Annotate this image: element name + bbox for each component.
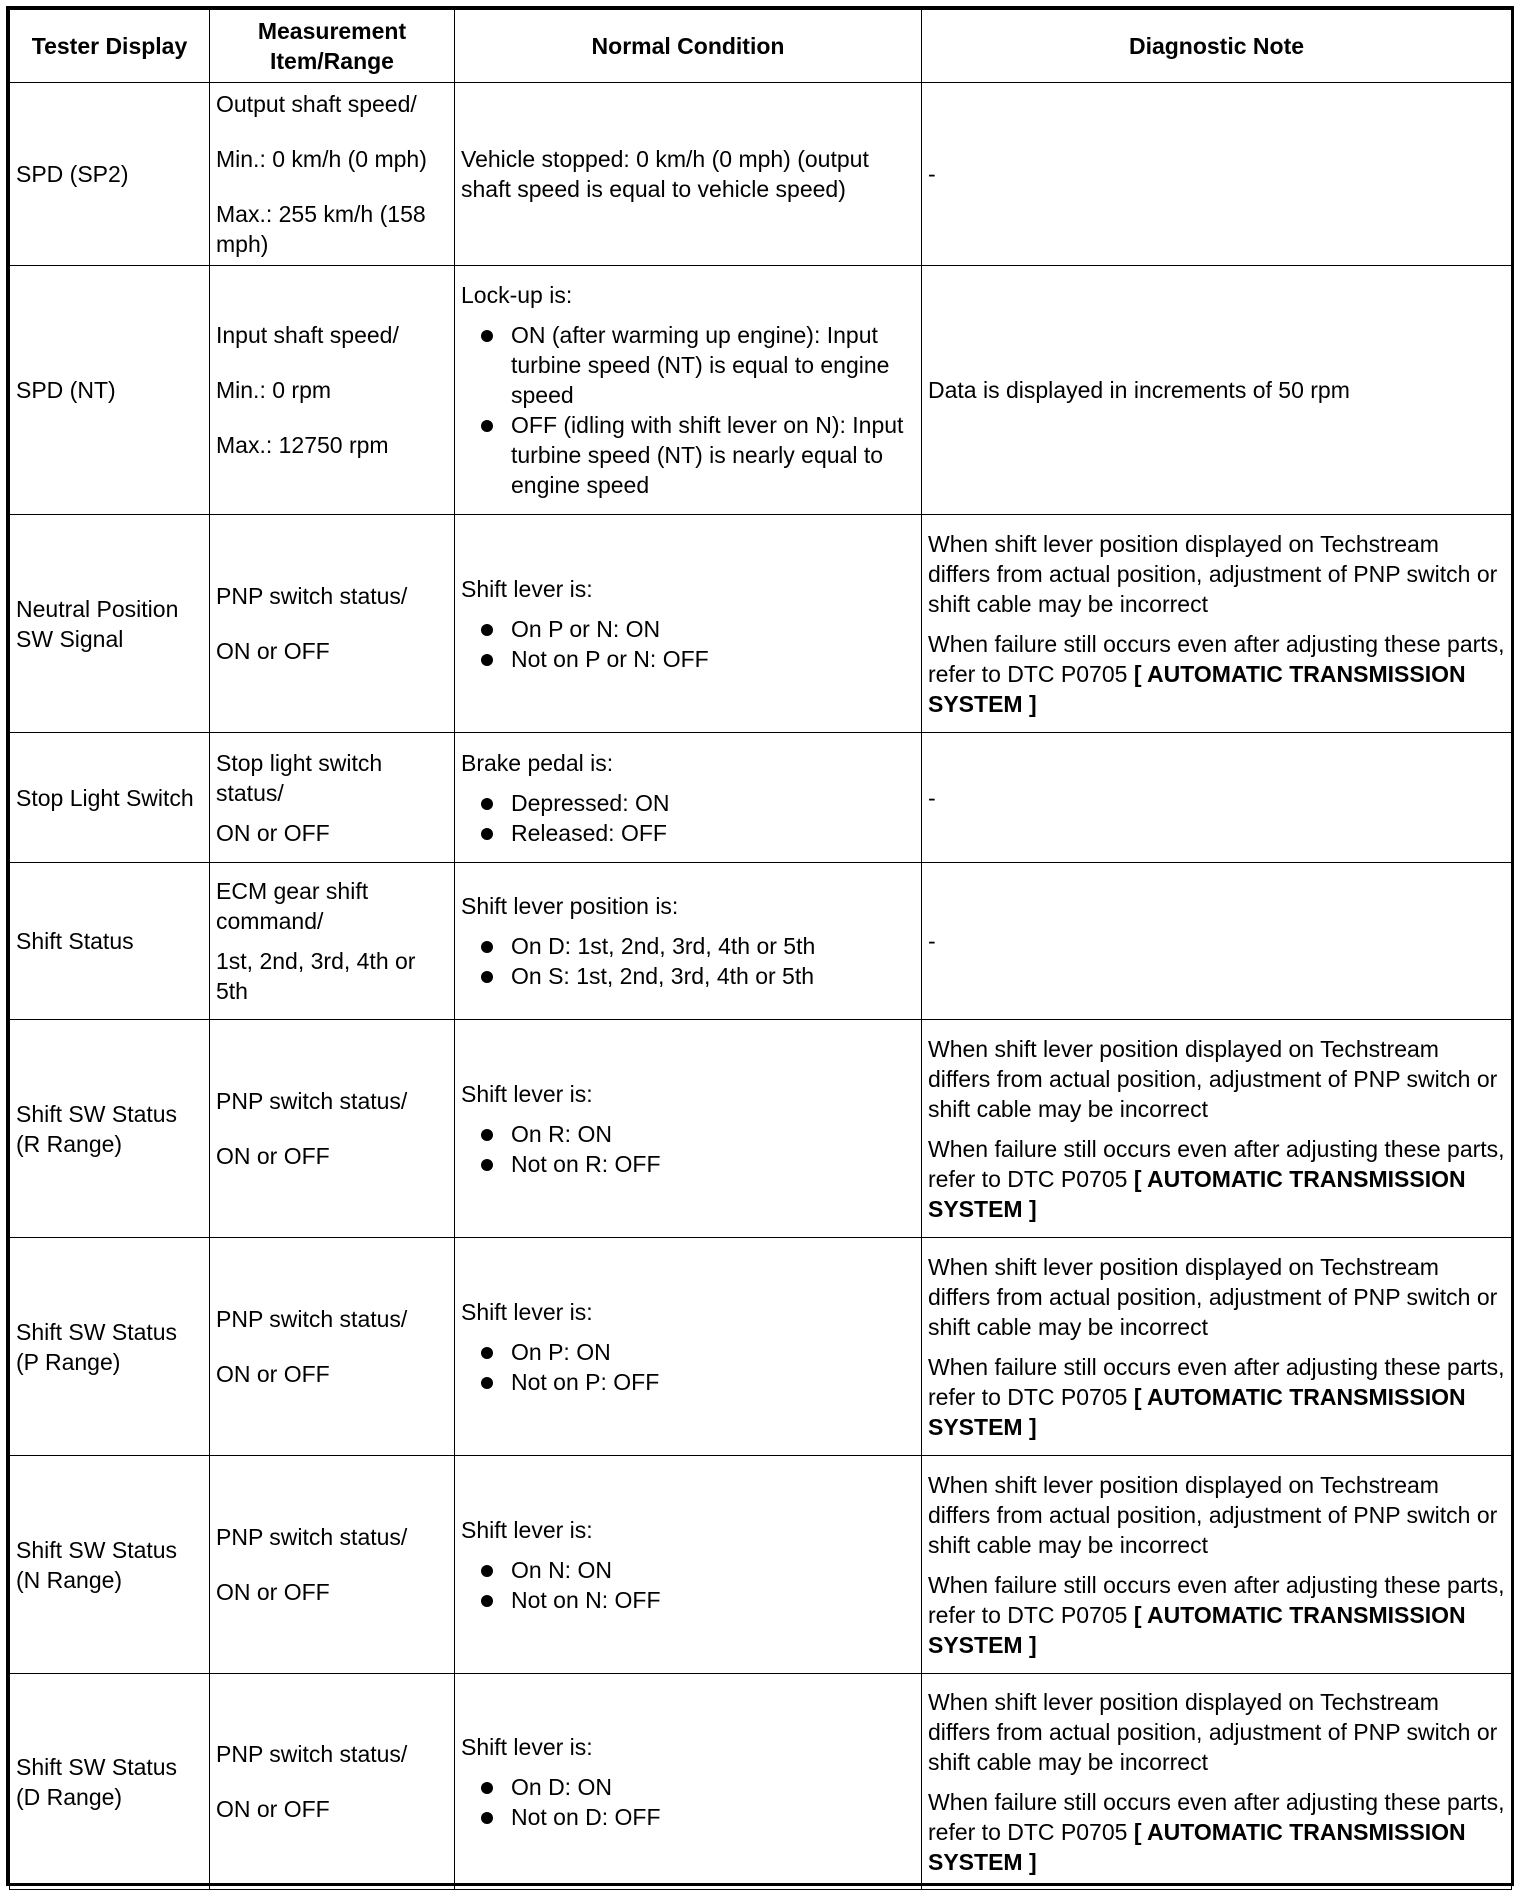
automatic-transmission-link[interactable]: [ AUTOMATIC TRANSMISSION SYSTEM ] xyxy=(928,660,1466,717)
table-row xyxy=(10,1238,1512,1456)
table-row xyxy=(10,515,1512,733)
list-item: Released: OFF xyxy=(461,818,915,848)
header-measurement-item: Measurement Item/Range xyxy=(210,10,455,83)
item-text: PNP switch status/ xyxy=(216,583,408,609)
note-failure-text: When failure still occurs even after adjusting these parts, refer to DTC P0705 xyxy=(928,1571,1505,1628)
condition-intro: Shift lever is: xyxy=(461,575,593,602)
list-item: Depressed: ON xyxy=(461,788,915,818)
diagnostic-note-cell: - xyxy=(922,733,1512,863)
header-normal-condition: Normal Condition xyxy=(455,10,922,83)
note-position-mismatch: When shift lever position displayed on Techstream differs from actual position, adjustment of PNP switch or shift cable may be incorrect xyxy=(928,530,1498,617)
condition-list xyxy=(461,320,915,500)
tester-display-cell: Shift Status xyxy=(10,863,210,1020)
header-row xyxy=(10,10,1512,83)
diagnostic-note-cell xyxy=(922,1674,1512,1890)
condition-intro: Shift lever position is: xyxy=(461,893,679,919)
condition-intro: Shift lever is: xyxy=(461,1298,593,1325)
range-text: ON or OFF xyxy=(216,1361,330,1387)
condition-intro: Shift lever is: xyxy=(461,1080,593,1107)
normal-condition-cell xyxy=(455,1456,922,1674)
tester-display-cell: Stop Light Switch xyxy=(10,733,210,863)
item-text: ECM gear shift command/ xyxy=(216,878,369,934)
tester-display-cell: Neutral Position SW Signal xyxy=(10,515,210,733)
item-text: Input shaft speed/ xyxy=(216,322,399,348)
note-position-mismatch: When shift lever position displayed on Techstream differs from actual position, adjustment of PNP switch or shift cable may be incorrect xyxy=(928,1688,1498,1775)
note-position-mismatch: When shift lever position displayed on Techstream differs from actual position, adjustment of PNP switch or shift cable may be incorrect xyxy=(928,1471,1498,1558)
list-item: On R: ON xyxy=(461,1119,915,1149)
note-position-mismatch: When shift lever position displayed on Techstream differs from actual position, adjustment of PNP switch or shift cable may be incorrect xyxy=(928,1253,1498,1340)
tester-display-cell: Shift SW Status (D Range) xyxy=(10,1674,210,1890)
tester-display-cell: SPD (SP2) xyxy=(10,83,210,266)
list-item: On P: ON xyxy=(461,1337,915,1367)
normal-condition-cell xyxy=(455,1674,922,1890)
list-item: On P or N: ON xyxy=(461,614,915,644)
diagnostic-note-cell: Data is displayed in increments of 50 rpm xyxy=(922,266,1512,515)
note-failure xyxy=(928,1570,1505,1660)
tester-display-cell: SPD (NT) xyxy=(10,266,210,515)
table-row xyxy=(10,266,1512,515)
max-text: Max.: 12750 rpm xyxy=(216,432,389,458)
range-text: 1st, 2nd, 3rd, 4th or 5th xyxy=(216,948,416,1004)
diagnostic-data-list-table xyxy=(6,6,1514,1886)
list-item: OFF (idling with shift lever on N): Input turbine speed (NT) is nearly equal to engine speed xyxy=(461,410,915,500)
normal-condition-cell xyxy=(455,733,922,863)
normal-condition-cell xyxy=(455,863,922,1020)
table-row xyxy=(10,733,1512,863)
measurement-item-cell xyxy=(210,1020,455,1238)
max-text: Max.: 255 km/h (158 mph) xyxy=(216,201,426,257)
condition-list xyxy=(461,788,915,848)
note-failure-text: When failure still occurs even after adjusting these parts, refer to DTC P0705 xyxy=(928,1135,1505,1192)
min-text: Min.: 0 km/h (0 mph) xyxy=(216,146,427,172)
normal-condition-cell xyxy=(455,515,922,733)
note-position-mismatch: When shift lever position displayed on Techstream differs from actual position, adjustment of PNP switch or shift cable may be incorrect xyxy=(928,1035,1498,1122)
table-row xyxy=(10,1020,1512,1238)
item-text: Output shaft speed/ xyxy=(216,91,417,117)
condition-list xyxy=(461,614,915,674)
data-table xyxy=(9,9,1512,1890)
list-item: Not on N: OFF xyxy=(461,1585,915,1615)
automatic-transmission-link[interactable]: [ AUTOMATIC TRANSMISSION SYSTEM ] xyxy=(928,1165,1466,1222)
diagnostic-note-cell xyxy=(922,1456,1512,1674)
condition-intro: Lock-up is: xyxy=(461,282,573,308)
min-text: Min.: 0 rpm xyxy=(216,377,332,403)
tester-display-cell: Shift SW Status (N Range) xyxy=(10,1456,210,1674)
condition-intro: Brake pedal is: xyxy=(461,749,614,776)
list-item: On S: 1st, 2nd, 3rd, 4th or 5th xyxy=(461,961,915,991)
range-text: ON or OFF xyxy=(216,1143,330,1169)
automatic-transmission-link[interactable]: [ AUTOMATIC TRANSMISSION SYSTEM ] xyxy=(928,1818,1466,1875)
list-item: On D: ON xyxy=(461,1772,915,1802)
note-failure-text: When failure still occurs even after adjusting these parts, refer to DTC P0705 xyxy=(928,1353,1505,1410)
measurement-item-cell xyxy=(210,863,455,1020)
note-failure xyxy=(928,1352,1505,1442)
table-row xyxy=(10,83,1512,266)
normal-condition-cell xyxy=(455,1238,922,1456)
measurement-item-cell xyxy=(210,1238,455,1456)
item-text: Stop light switch status/ xyxy=(216,749,383,806)
condition-list xyxy=(461,1119,915,1179)
note-failure-text: When failure still occurs even after adjusting these parts, refer to DTC P0705 xyxy=(928,1788,1505,1845)
table-row xyxy=(10,863,1512,1020)
range-text: ON or OFF xyxy=(216,1796,330,1822)
list-item: On D: 1st, 2nd, 3rd, 4th or 5th xyxy=(461,931,915,961)
normal-condition-cell xyxy=(455,1020,922,1238)
condition-intro: Shift lever is: xyxy=(461,1733,593,1760)
condition-list xyxy=(461,1555,915,1615)
condition-list xyxy=(461,1337,915,1397)
range-text: ON or OFF xyxy=(216,819,330,846)
list-item: Not on R: OFF xyxy=(461,1149,915,1179)
item-text: PNP switch status/ xyxy=(216,1306,408,1332)
diagnostic-note-cell: - xyxy=(922,83,1512,266)
measurement-item-cell xyxy=(210,83,455,266)
normal-condition-cell: Vehicle stopped: 0 km/h (0 mph) (output shaft speed is equal to vehicle speed) xyxy=(455,83,922,266)
condition-list xyxy=(461,931,915,991)
diagnostic-note-cell xyxy=(922,515,1512,733)
list-item: Not on P: OFF xyxy=(461,1367,915,1397)
condition-list xyxy=(461,1772,915,1832)
table-row xyxy=(10,1456,1512,1674)
measurement-item-cell xyxy=(210,733,455,863)
item-text: PNP switch status/ xyxy=(216,1088,408,1114)
tester-display-cell: Shift SW Status (P Range) xyxy=(10,1238,210,1456)
diagnostic-note-cell xyxy=(922,1020,1512,1238)
list-item: ON (after warming up engine): Input turbine speed (NT) is equal to engine speed xyxy=(461,320,915,410)
list-item: On N: ON xyxy=(461,1555,915,1585)
measurement-item-cell xyxy=(210,266,455,515)
measurement-item-cell xyxy=(210,515,455,733)
item-text: PNP switch status/ xyxy=(216,1524,408,1550)
tester-display-cell: Shift SW Status (R Range) xyxy=(10,1020,210,1238)
measurement-item-cell xyxy=(210,1674,455,1890)
diagnostic-note-cell xyxy=(922,1238,1512,1456)
item-text: PNP switch status/ xyxy=(216,1741,408,1767)
range-text: ON or OFF xyxy=(216,638,330,664)
table-row xyxy=(10,1674,1512,1890)
automatic-transmission-link[interactable]: [ AUTOMATIC TRANSMISSION SYSTEM ] xyxy=(928,1601,1466,1658)
automatic-transmission-link[interactable]: [ AUTOMATIC TRANSMISSION SYSTEM ] xyxy=(928,1383,1466,1440)
normal-condition-cell xyxy=(455,266,922,515)
header-tester-display: Tester Display xyxy=(10,10,210,83)
note-failure xyxy=(928,629,1505,719)
header-diagnostic-note: Diagnostic Note xyxy=(922,10,1512,83)
measurement-item-cell xyxy=(210,1456,455,1674)
list-item: Not on P or N: OFF xyxy=(461,644,915,674)
range-text: ON or OFF xyxy=(216,1579,330,1605)
condition-intro: Shift lever is: xyxy=(461,1516,593,1543)
note-failure-text: When failure still occurs even after adjusting these parts, refer to DTC P0705 xyxy=(928,630,1505,687)
list-item: Not on D: OFF xyxy=(461,1802,915,1832)
note-failure xyxy=(928,1134,1505,1224)
diagnostic-note-cell: - xyxy=(922,863,1512,1020)
note-failure xyxy=(928,1787,1505,1877)
